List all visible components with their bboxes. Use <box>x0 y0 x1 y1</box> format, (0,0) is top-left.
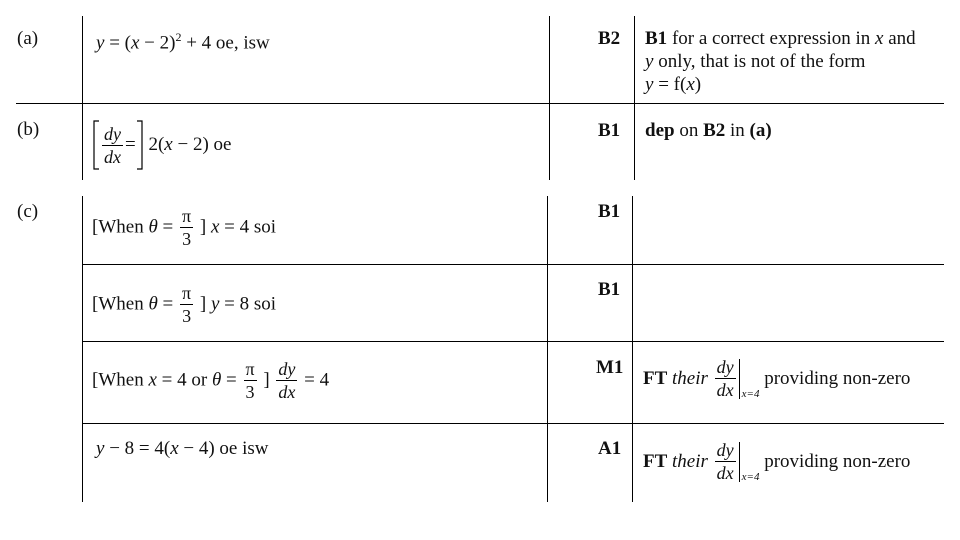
answer-c3-num: π <box>245 359 255 379</box>
guidance-b-b2: B2 <box>703 120 726 141</box>
answer-c3-post1: ] <box>258 369 275 391</box>
answer-c4-t1: − 8 = 4( <box>104 438 171 459</box>
guidance-c4-ft: FT <box>643 451 668 472</box>
guidance-c3-derivative <box>713 357 738 400</box>
answer-c3-derivative <box>276 359 297 402</box>
guidance-c3-ft: FT <box>643 368 668 389</box>
guidance-a <box>645 27 945 96</box>
guidance-c3-sub: x=4 <box>741 387 760 400</box>
answer-c1-fraction <box>180 206 193 249</box>
guidance-column-left-border-c <box>632 196 633 502</box>
answer-column-right-border-top <box>549 16 550 180</box>
answer-c3-dden: dx <box>278 382 296 402</box>
guidance-c3-num: dy <box>716 357 734 377</box>
answer-c2-pre: [When <box>92 293 149 315</box>
row-divider-a-b <box>16 103 944 104</box>
guidance-a-y: y <box>645 51 654 72</box>
answer-c2-post2: = 8 soi <box>219 293 277 315</box>
guidance-column-left-border-top <box>634 16 635 180</box>
guidance-c4-den: dx <box>716 463 734 483</box>
answer-b-rest2: − 2) oe <box>172 134 232 155</box>
part-label-c: (c) <box>17 201 39 222</box>
answer-c2-theta: θ <box>148 293 158 315</box>
mark-c1: B1 <box>598 201 621 222</box>
mark-b: B1 <box>598 120 621 141</box>
answer-a-eq: = ( <box>104 32 131 54</box>
answer-c1-num: π <box>182 206 192 226</box>
answer-c4-y: y <box>96 438 105 459</box>
guidance-a-x2: x <box>686 74 695 95</box>
row-divider-c1 <box>82 264 944 265</box>
mark-c3: M1 <box>596 357 624 378</box>
answer-c1-post1: ] <box>195 216 211 238</box>
answer-c2-den: 3 <box>182 306 192 326</box>
guidance-a-y2: y <box>645 74 654 95</box>
guidance-c3 <box>643 357 910 406</box>
right-bracket <box>136 120 144 170</box>
guidance-c4-derivative <box>713 440 738 483</box>
guidance-c4 <box>643 440 910 489</box>
answer-c3-eq: = <box>221 369 242 391</box>
answer-c3-pre: [When <box>92 369 149 391</box>
answer-c1-eq: = <box>157 216 179 238</box>
left-bracket <box>92 120 100 170</box>
answer-b <box>92 120 231 170</box>
answer-column-left-border-top <box>82 16 83 180</box>
guidance-a-t2: and <box>883 28 916 49</box>
answer-c3 <box>92 359 329 402</box>
guidance-a-t1: for a correct expression in <box>667 28 876 49</box>
answer-c4-x: x <box>170 438 179 459</box>
answer-c4 <box>96 438 269 460</box>
answer-c3-fraction <box>244 359 257 402</box>
answer-a <box>96 30 270 54</box>
mark-c2: B1 <box>598 279 621 300</box>
guidance-a-b1: B1 <box>645 28 668 49</box>
answer-c2-eq: = <box>157 293 179 315</box>
answer-b-rest1: 2( <box>143 134 165 155</box>
answer-c1 <box>92 206 276 249</box>
guidance-b <box>645 119 772 142</box>
guidance-c3-their: their <box>667 368 713 389</box>
guidance-c3-tail: providing non-zero <box>759 368 911 389</box>
answer-a-exponent: 2 <box>175 30 182 44</box>
answer-c2-fraction <box>180 283 193 326</box>
answer-c2-num: π <box>182 283 192 303</box>
guidance-b-in: in <box>725 120 750 141</box>
answer-b-eq: = <box>125 134 136 155</box>
mark-a: B2 <box>598 28 621 49</box>
answer-c3-post2: = 4 <box>299 369 330 391</box>
guidance-b-on: on <box>674 120 704 141</box>
guidance-b-dep: dep <box>645 120 675 141</box>
guidance-c4-their: their <box>667 451 713 472</box>
guidance-c4-num: dy <box>716 440 734 460</box>
guidance-b-a: (a) <box>749 120 772 141</box>
answer-column-left-border-c <box>82 196 83 502</box>
answer-c1-pre: [When <box>92 216 149 238</box>
answer-c4-t2: − 4) oe isw <box>178 438 269 459</box>
answer-b-num: dy <box>104 123 121 144</box>
answer-c1-theta: θ <box>148 216 158 238</box>
guidance-a-x: x <box>875 28 884 49</box>
answer-c3-mid: = 4 or <box>156 369 212 391</box>
answer-b-derivative <box>102 124 123 167</box>
answer-c2-var: y <box>210 293 220 315</box>
row-divider-c2 <box>82 341 944 342</box>
guidance-c4-tail: providing non-zero <box>759 451 911 472</box>
answer-c3-dnum: dy <box>278 359 296 379</box>
guidance-a-t4: = f( <box>653 74 687 95</box>
row-divider-c3 <box>82 423 944 424</box>
part-label-a: (a) <box>17 28 39 49</box>
answer-c2-post1: ] <box>195 293 211 315</box>
answer-b-den: dx <box>104 146 121 167</box>
answer-c3-x: x <box>148 369 157 391</box>
mark-c4: A1 <box>598 438 622 459</box>
answer-c2 <box>92 283 276 326</box>
answer-c3-theta: θ <box>211 369 222 391</box>
guidance-c4-eval-bar <box>739 442 740 482</box>
answer-c3-den: 3 <box>245 382 255 402</box>
guidance-a-t5: ) <box>694 74 702 95</box>
guidance-c3-eval-bar <box>739 359 740 399</box>
answer-a-y: y <box>96 32 105 54</box>
part-label-b: (b) <box>17 119 40 140</box>
answer-b-x: x <box>164 134 173 155</box>
answer-c1-post2: = 4 soi <box>219 216 277 238</box>
answer-a-tail: + 4 oe, isw <box>181 32 270 54</box>
guidance-c3-den: dx <box>716 380 734 400</box>
answer-c1-den: 3 <box>182 229 192 249</box>
guidance-a-t3: only, that is not of the form <box>653 51 866 72</box>
guidance-c4-sub: x=4 <box>741 470 760 483</box>
answer-a-x: x <box>130 32 140 54</box>
answer-a-rest: − 2) <box>139 32 176 54</box>
answer-column-right-border-c <box>547 196 548 502</box>
answer-c1-var: x <box>210 216 220 238</box>
